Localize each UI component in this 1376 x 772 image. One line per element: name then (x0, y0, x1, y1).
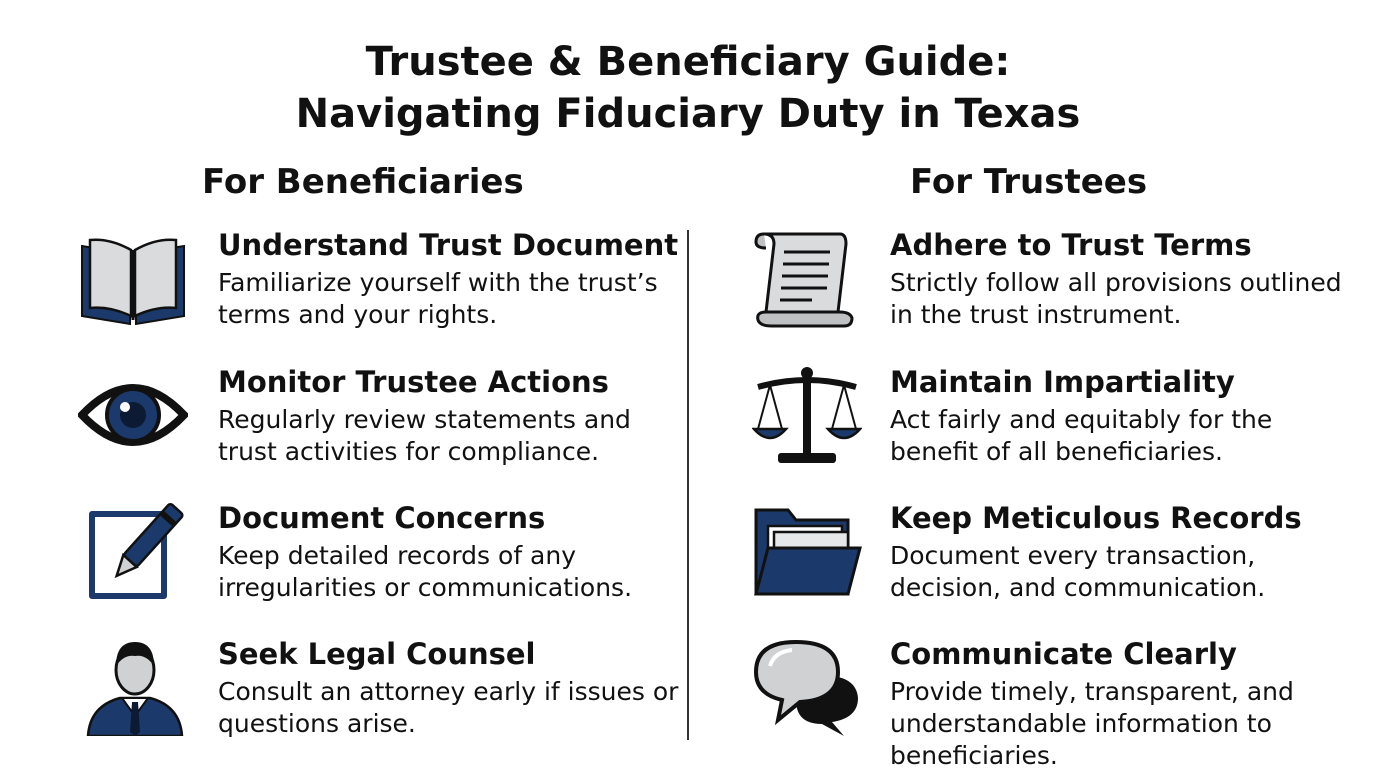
item-title-impartiality: Maintain Impartiality (890, 365, 1235, 399)
open-book-icon (78, 232, 188, 332)
item-desc-impartiality: Act fairly and equitably for the benefit of all beneficiaries. (890, 405, 1273, 466)
item-desc-legal: Consult an attorney early if issues or questions arise. (218, 677, 679, 738)
folder-icon (752, 500, 862, 600)
scroll-icon (752, 228, 862, 328)
eye-icon (78, 365, 188, 465)
item-title-communicate: Communicate Clearly (890, 637, 1237, 671)
pen-checkbox-icon (82, 500, 192, 600)
item-title-adhere: Adhere to Trust Terms (890, 228, 1252, 262)
item-desc-records: Document every transaction, decision, and communication. (890, 541, 1266, 602)
item-title-legal: Seek Legal Counsel (218, 637, 536, 671)
item-desc-adhere: Strictly follow all provisions outlined in the trust instrument. (890, 268, 1342, 329)
page-title (0, 36, 1376, 140)
item-title-understand: Understand Trust Document (218, 228, 679, 262)
scales-icon (752, 365, 862, 465)
title-line-1: Trustee & Beneficiary Guide: (365, 39, 1011, 85)
item-desc-communicate: Provide timely, transparent, and understandable information to beneficiaries. (890, 677, 1294, 770)
item-title-document: Document Concerns (218, 501, 546, 535)
item-desc-document: Keep detailed records of any irregularities or communications. (218, 541, 633, 602)
item-title-monitor: Monitor Trustee Actions (218, 365, 609, 399)
trustees-heading: For Trustees (910, 162, 1148, 202)
attorney-person-icon (80, 636, 190, 736)
speech-bubbles-icon (752, 636, 862, 736)
item-title-records: Keep Meticulous Records (890, 501, 1302, 535)
item-desc-monitor: Regularly review statements and trust activities for compliance. (218, 405, 631, 466)
item-desc-understand: Familiarize yourself with the trust’s terms and your rights. (218, 268, 658, 329)
beneficiaries-heading: For Beneficiaries (202, 162, 524, 202)
title-line-2: Navigating Fiduciary Duty in Texas (295, 91, 1081, 137)
